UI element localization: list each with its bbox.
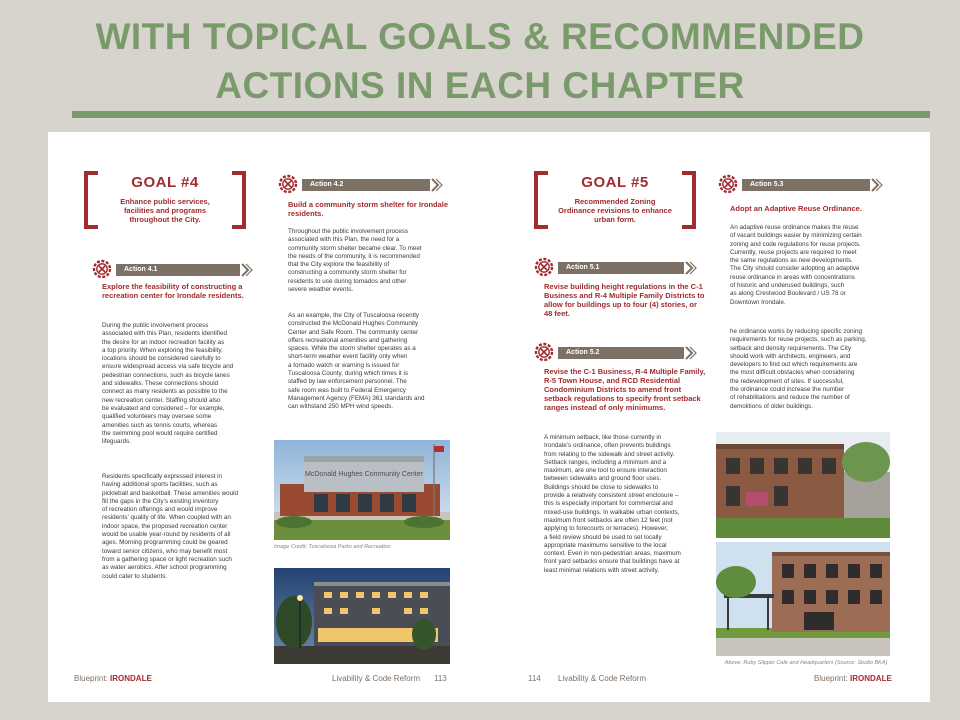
action-4-1-heading: Explore the feasibility of constructing a recreation center for Irondale residents. [102,282,244,300]
action-4-1-header [92,261,254,279]
gear-tools-icon [278,174,298,194]
gear-tools-icon [92,259,112,279]
adaptive-reuse-photo-1 [716,432,890,538]
chevron-right-icon [683,346,697,360]
goal-5-description: Recommended Zoning Ordinance revisions to enhance urban form. [558,197,672,224]
right-footer-brand-name: IRONDALE [850,674,892,683]
action-5-2-heading: Revise the C-1 Business, R-4 Multiple Family, R-5 Town House, and RCD Residential Condominium Districts to amend front setback regulations to specify front setback ranges instead of only minimums. [544,367,706,412]
goal-5-block [534,171,696,229]
left-footer-brand-prefix: Blueprint: [74,674,111,683]
gear-tools-icon [534,342,554,362]
action-5-3-body-2: he ordinance works by reducing specific zoning requirements for reuse projects, such as parking, setback and density requirements. The City should work with architects, engineers, and developers to find out which requirements are the most difficult obstacles when considering the redevelopment of sites. If successful, the ordinance could increase the number of rehabilitations and reduce the number of demolitions of older buildings. [730,328,867,410]
gear-tools-icon [534,257,554,277]
action-4-2-body-2: As an example, the City of Tuscaloosa recently constructed the McDonald Hughes Community Center and Safe Room. The community center offers recreational amenities and gathering spaces. While the storm shelter operates as a short-term weather event facility only when a tornado watch or warning is issued for Tuscaloosa County, during which times it is staffed by law enforcement personnel. The safe room was built to Federal Emergency Management Agency (FEMA) 361 standards and can withstand 250 MPH wind speeds. [288,312,425,411]
action-4-2-body-1: Throughout the public involvement process associated with this Plan, the need for a community storm shelter became clear. To meet the needs of the community, it is recommended that the City explore the feasibility of constructing a community storm shelter for residents to use during tornados and other severe weather events. [288,228,422,294]
goal-4-title: GOAL #4 [131,174,199,191]
community-center-photo [274,440,450,540]
right-footer-brand-prefix: Blueprint: [814,674,851,683]
action-5-3-label: Action 5.3 [742,179,870,191]
community-center-caption: Image Credit: Tuscaloosa Parks and Recreation [274,544,391,550]
action-4-2-header [278,176,440,194]
gear-tools-icon [718,174,738,194]
action-5-3-header [718,176,880,194]
left-footer-brand-name: IRONDALE [110,674,152,683]
mixed-use-street-photo [274,568,450,664]
document-spread [48,132,930,702]
action-4-1-body-2: Residents specifically expressed interest in having additional sports facilities, such as pickleball and basketball. These amenities would fill the gaps in the City’s existing inventory of recreation offerings and would improve residents’ quality of life. When coupled with an indoor space, the proposed recreation center would be usable year-round by residents of all ages. Morning programming could be geared toward senior citizens, who may benefit most from a gathering space or light recreation such as water aerobics. After school programming could cater to students. [102,473,239,580]
right-footer-chapter: Livability & Code Reform [558,674,647,683]
action-5-1-header [534,259,696,277]
action-4-2-label: Action 4.2 [302,179,430,191]
action-5-2-header [534,344,696,362]
right-footer-brand [814,674,892,683]
adaptive-reuse-photo-2 [716,542,890,656]
left-footer-page-number: 113 [434,674,447,683]
right-footer-page-number: 114 [528,674,541,683]
action-5-2-label: Action 5.2 [558,347,684,359]
slide-title-line-2: ACTIONS IN EACH CHAPTER [215,65,745,106]
community-center-sign: McDonald Hughes Community Center [305,471,423,478]
title-divider [72,111,930,118]
action-4-1-label: Action 4.1 [116,264,240,276]
action-4-1-body-1: During the public involvement process associated with this Plan, residents identified the desire for an indoor recreation facility as a top priority. When exploring the feasibility, locations should be considered carefully to ensure widespread access via safe bicycle and pedestrian connections, such as bicycle lanes and sidewalks. These connections should connect as many residents as possible to the new recreation center. Staffing should also be evaluated and considered – for example, qualified volunteers may oversee some amenities such as tennis courts, whereas the swimming pool would require certified lifeguards. [102,322,234,446]
slide-title-line-1: WITH TOPICAL GOALS & RECOMMENDED [95,16,865,57]
action-4-2-heading: Build a community storm shelter for Irondale residents. [288,200,449,218]
chevron-right-icon [239,263,253,277]
adaptive-reuse-caption: Above: Ruby Slipper Cafe and Headquarters (Source: Studio BKA) [724,660,888,666]
slide-title [0,12,960,110]
action-5-3-body-1: An adaptive reuse ordinance makes the reuse of vacant buildings easier by minimizing certain zoning and code regulations for reuse projects. Currently, reuse projects are required to meet the same regulations as new developments. The City should consider adopting an adaptive reuse ordinance in areas with concentrations of historic and underused buildings, such as along Crestwood Boulevard / US 78 or Downtown Irondale. [730,224,862,306]
left-footer-chapter: Livability & Code Reform [332,674,421,683]
goal-4-block [84,171,246,229]
goal-4-description: Enhance public services, facilities and programs throughout the City. [120,197,210,224]
chevron-right-icon [869,178,883,192]
left-footer-brand [74,674,152,683]
action-5-1-label: Action 5.1 [558,262,684,274]
action-5-2-body: A minimum setback, like those currently in Irondale’s ordinance, often prevents buildings from relating to the sidewalk and street activity. Setback ranges, including a minimum and a maximum, are one tool to ensure interaction between sidewalks and ground floor uses. Buildings should be close to sidewalks to provide a relatively consistent street enclosure – this is especially important for commercial and mixed-use buildings. In walkable urban contexts, maximum front setbacks are often 12 feet (not applying to forecourts or terraces). However, a field review should be used to set locally appropriate maximums sensitive to the local context. Even in non-pedestrian areas, maximum front yard setbacks ensure that buildings have at least minimal relations with street activity. [544,434,681,574]
action-5-3-heading: Adopt an Adaptive Reuse Ordinance. [730,204,862,213]
chevron-right-icon [683,261,697,275]
action-5-1-heading: Revise building height regulations in the C-1 Business and R-4 Multiple Family Districts to allow for buildings up to four (4) stories, or 48 feet. [544,282,705,318]
goal-5-title: GOAL #5 [581,174,649,191]
chevron-right-icon [429,178,443,192]
